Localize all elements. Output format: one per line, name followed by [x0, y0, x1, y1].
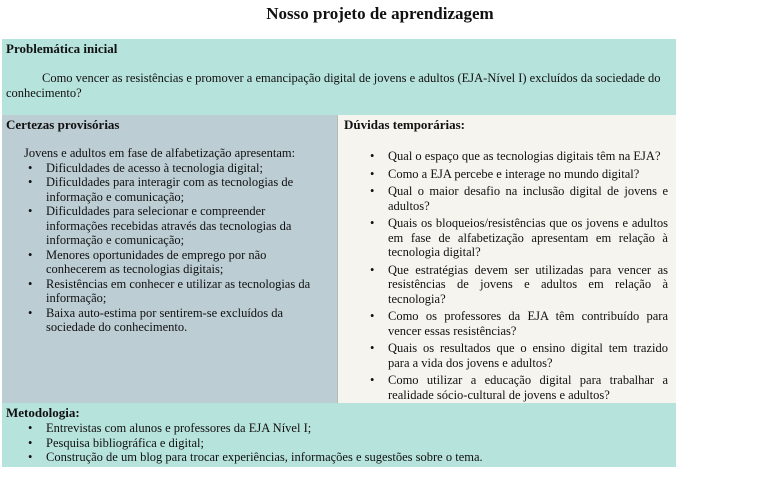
- list-item: • Dificuldades para interagir com as tecnologias de informação e comunicação;: [46, 175, 325, 204]
- certezas-list: [6, 161, 333, 335]
- list-item: • Quais os bloqueios/resistências que os jovens e adultos em fase de alfabetização apresentam em relação à tecnologia digital?: [388, 216, 668, 260]
- duvidas-heading: Dúvidas temporárias:: [344, 117, 465, 132]
- metodologia-heading: Metodologia:: [6, 405, 80, 420]
- certezas-section: [2, 115, 338, 403]
- problematica-section: [2, 39, 676, 115]
- list-item: • Que estratégias devem ser utilizadas para vencer as resistências de jovens e adultos em relação à tecnologia?: [388, 263, 668, 307]
- list-item: • Quais os resultados que o ensino digital tem trazido para a vida dos jovens e adultos?: [388, 341, 668, 370]
- list-item: • Entrevistas com alunos e professores da EJA Nível I;: [46, 421, 672, 436]
- duvidas-section: [338, 115, 676, 403]
- list-item: • Qual o maior desafio na inclusão digital de jovens e adultos?: [388, 184, 668, 213]
- list-item: • Menores oportunidades de emprego por não conhecerem as tecnologias digitais;: [46, 248, 325, 277]
- list-item: • Dificuldades para selecionar e compreender informações recebidas através das tecnologias da informação e comunicação;: [46, 204, 325, 248]
- problematica-heading: Problemática inicial: [6, 41, 118, 56]
- problematica-text: Como vencer as resistências e promover a emancipação digital de jovens e adultos (EJA-Nível I) excluídos da sociedade do conhecimento?: [6, 71, 661, 100]
- list-item: • Como utilizar a educação digital para trabalhar a realidade sócio-cultural de jovens e adultos?: [388, 373, 668, 402]
- page-title: Nosso projeto de aprendizagem: [266, 4, 494, 23]
- list-item: • Resistências em conhecer e utilizar as tecnologias da informação;: [46, 277, 325, 306]
- list-item: • Como a EJA percebe e interage no mundo digital?: [388, 167, 668, 182]
- metodologia-list: [6, 421, 672, 465]
- list-item: • Construção de um blog para trocar experiências, informações e sugestões sobre o tema.: [46, 450, 672, 465]
- list-item: • Qual o espaço que as tecnologias digitais têm na EJA?: [388, 149, 668, 164]
- list-item: • Pesquisa bibliográfica e digital;: [46, 436, 672, 451]
- certezas-heading: Certezas provisórias: [6, 117, 120, 132]
- metodologia-section: [2, 403, 676, 467]
- list-item: • Como os professores da EJA têm contribuído para vencer essas resistências?: [388, 309, 668, 338]
- duvidas-list: [344, 149, 670, 402]
- certezas-intro: Jovens e adultos em fase de alfabetização apresentam:: [24, 146, 296, 160]
- list-item: • Baixa auto-estima por sentirem-se excluídos da sociedade do conhecimento.: [46, 306, 325, 335]
- list-item: • Dificuldades de acesso à tecnologia digital;: [46, 161, 325, 176]
